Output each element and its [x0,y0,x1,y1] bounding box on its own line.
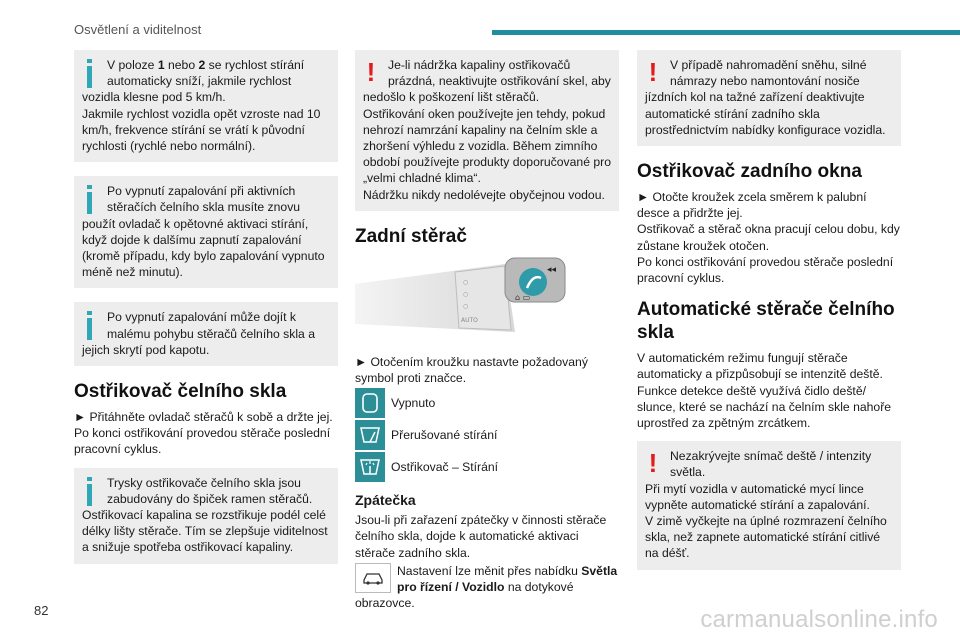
settings-note [355,563,619,612]
settings-note-menu: Světla pro řízení / Vozidlo [397,563,618,595]
section-title-washer: Ostřikovač čelního skla [74,381,287,403]
warning-box-fluid [355,50,619,211]
section-title-rear-wiper: Zadní stěrač [355,225,467,247]
info-text: Ostřikovací kapalina se rozstřikuje podél celé délky lišty stěrače. Tím se zlepšuje viditelnost a snižuje spotřeba ostřikovací kapaliny. [82,508,328,555]
rear-wiper-off-icon [355,388,385,418]
mode-label: Vypnuto [391,396,436,411]
rear-washer-wipe-icon [355,452,385,482]
info-icon [82,477,98,507]
list-item [355,388,619,418]
column-2 [355,50,619,611]
warning-icon: ! [366,57,376,87]
subsection-title-reverse: Zpátečka [355,492,416,509]
warning-lead: Je-li nádržka kapaliny ostřikovačů prázdná, neaktivujte ostřikování skel, aby [388,58,611,89]
header-accent-bar [492,30,960,35]
column-1 [74,50,338,578]
section-text-washer: ► Přitáhněte ovladač stěračů k sobě a držte jej. Po konci ostřikování provedou stěrače poslední pracovní cyklus. [74,410,333,457]
header-title: Osvětlení a viditelnost [74,22,202,37]
info-icon [82,59,98,89]
info-lead: Trysky ostřikovače čelního skla jsou zabudovány do špiček ramen stěračů. [107,475,313,506]
warning-box-sensor [637,441,901,569]
svg-text:◂◂: ◂◂ [547,264,557,275]
warning-icon: ! [648,448,658,479]
info-icon [82,185,98,215]
info-box-ignition [74,176,338,288]
info-box-speed [74,50,338,162]
svg-text:⌂ ▭: ⌂ ▭ [515,292,531,302]
warning-text: jízdních kol na tažné zařízení deaktivujte automatické stírání zadního skla prostřednictvím nabídky konfigurace vozidla. [645,90,886,137]
section-text-rear-washer: ► Otočte kroužek zcela směrem k palubní desce a přidržte jej. Ostřikovač a stěrač okna pracují celou dobu, kdy zůstane kroužek otočen. Po konci ostřikování provedou stěrače poslední pracovní cyklus. [637,190,900,286]
info-box-nozzles [74,468,338,564]
info-text: jejich skrytí pod kapotu. [82,342,210,357]
watermark: carmanualsonline.info [700,606,938,633]
info-lead: Po vypnutí zapalování může dojít k malému pohybu stěračů čelního skla a [107,310,315,341]
svg-text:○: ○ [463,302,469,310]
warning-icon: ! [648,57,658,87]
car-settings-icon [355,563,391,593]
column-3 [637,50,901,584]
info-box-hide [74,302,338,366]
page-number: 82 [34,603,49,618]
warning-text: nedošlo k poškození lišt stěračů. Ostřikování oken používejte jen tehdy, pokud nehrozí namrzání kapaliny na čelním skle a zhoršení výhledu z vozidla. Během zimního období používejte produkty doporučované pro „velmi chladné klima“. Nádržku nikdy nedolévejte obyčejnou vodou. [363,90,611,202]
section-title-rear-washer: Ostřikovač zadního okna [637,161,862,183]
rear-wiper-stalk-illustration [355,254,569,344]
subsection-text-reverse: Jsou-li při zařazení zpátečky v činnosti stěrače čelního skla, dojde k automatické aktivaci stěrače zadního skla. [355,513,607,560]
rear-wiper-intermittent-icon [355,420,385,450]
info-text: použít ovladač k opětovné aktivaci stírání, když dojde k dalšímu zapnutí zapalování (kromě případu, kdy bylo zapalování vypnuto méně než minutu). [82,216,325,280]
warning-text: Při mytí vozidla v automatické mycí lince vypněte automatické stírání a zapalování. V zimě vyčkejte na úplné rozmrazení čelního skla, než zapnete automatické stírání citlivé na déšť. [645,481,887,561]
svg-text:○: ○ [463,290,469,298]
list-item [355,420,619,450]
info-icon [82,311,98,341]
warning-box-snow [637,50,901,146]
rear-wiper-instruction: ► Otočením kroužku nastavte požadovaný symbol proti značce. [355,354,588,386]
rear-wiper-mode-list [355,388,619,482]
info-lead: Po vypnutí zapalování při aktivních stěračích čelního skla musíte znovu [107,184,301,215]
section-title-auto-wipers: Automatické stěrače čelního skla [637,299,895,344]
info-text: vozidla klesne pod 5 km/h. Jakmile rychlost vozidla opět vzroste nad 10 km/h, frekvence stírání se vrátí k původní rychlosti (rychlé nebo normální). [82,90,321,154]
svg-text:○: ○ [463,278,469,286]
section-text-auto-wipers: V automatickém režimu fungují stěrače automaticky a přizpůsobují se intenzitě deště. Funkce detekce deště využívá čidlo deště/ slunce, které se nachází na čelním skle nahoře uprostřed za zpětným zrcátkem. [637,351,892,431]
settings-note-pre: Nastavení lze měnit přes nabídku [397,563,582,578]
list-item [355,452,619,482]
warning-lead: Nezakrývejte snímač deště / intenzity světla. [670,449,872,480]
settings-note-post: na dotykové obrazovce. [355,580,574,611]
info-lead: V poloze 1 nebo 2 se rychlost stírání automaticky sníží, jakmile rychlost [107,58,305,89]
mode-label: Přerušované stírání [391,428,498,443]
stalk-auto-label: AUTO [461,316,478,324]
warning-lead: V případě nahromadění sněhu, silné námrazy nebo namontování nosiče [670,58,867,89]
mode-label: Ostřikovač – Stírání [391,460,499,475]
